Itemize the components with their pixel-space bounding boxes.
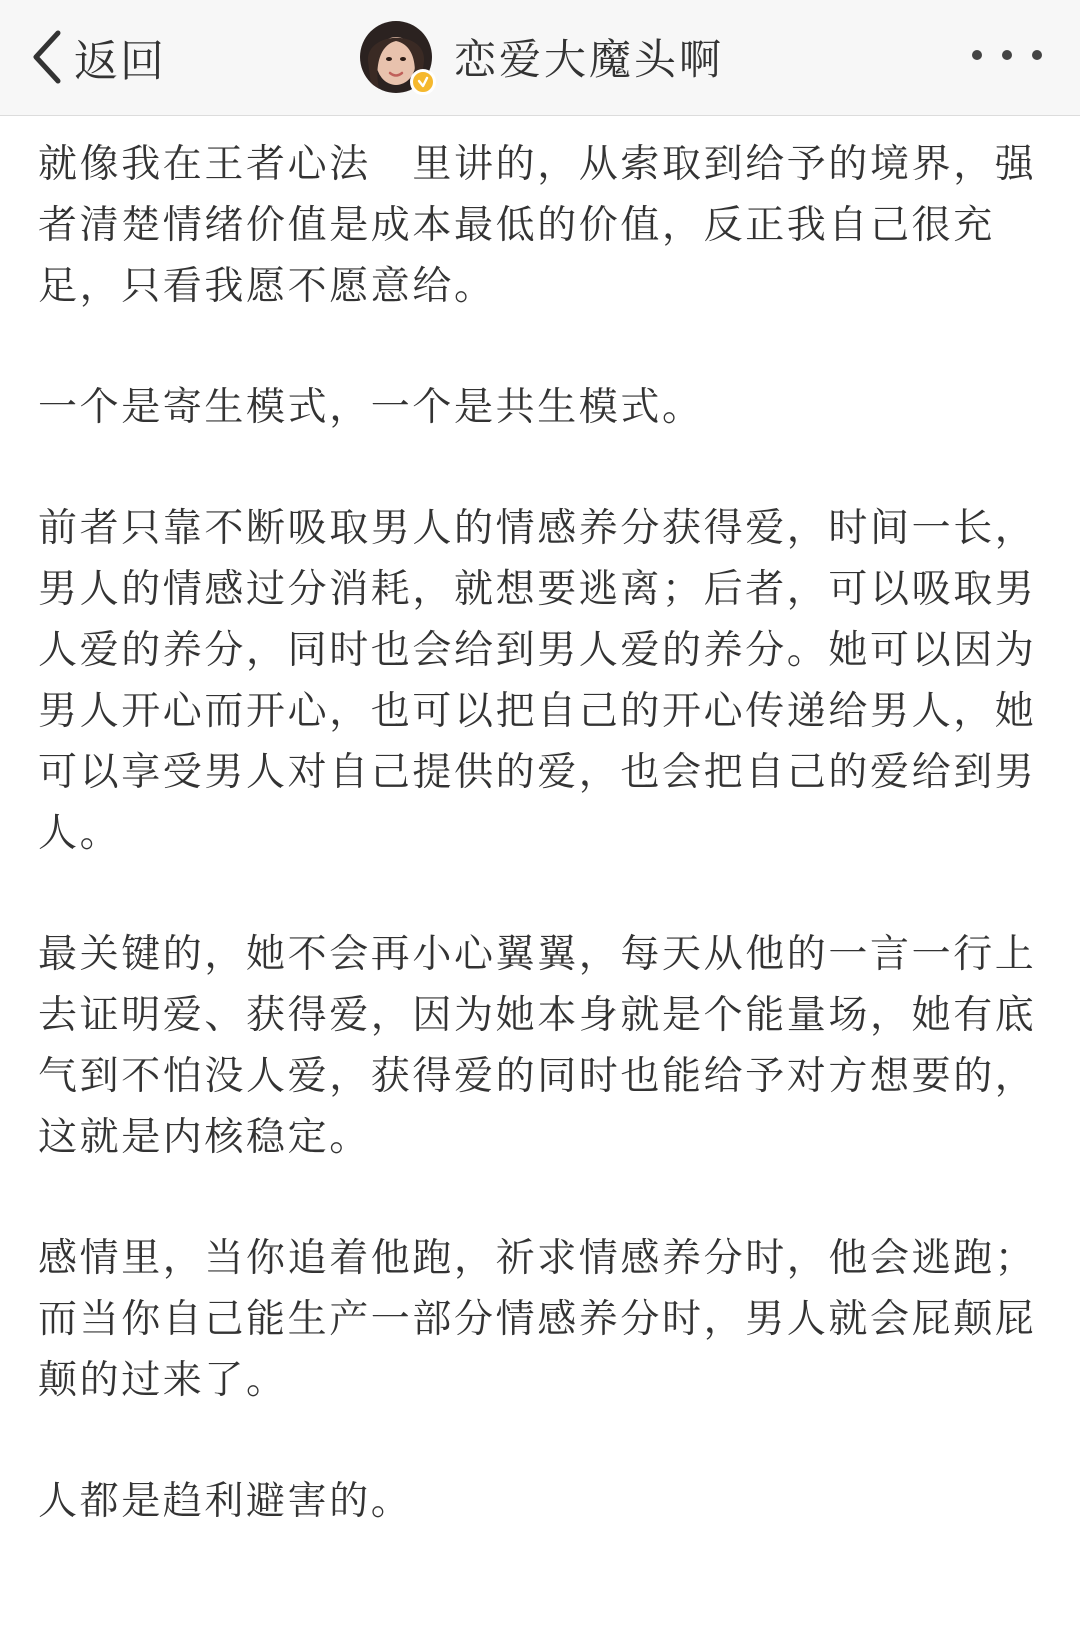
verified-badge-icon [410,69,436,95]
more-options-button[interactable] [972,40,1042,70]
profile-name[interactable]: 恋爱大魔头啊 [454,35,725,84]
post-content [38,134,1048,1592]
back-label: 返回 [74,36,166,87]
chevron-left-icon [30,27,70,87]
post-paragraph: 最关键的，她不会再小心翼翼，每天从他的一言一行上去证明爱、获得爱，因为她本身就是个能量场，她有底气到不怕没人爱，获得爱的同时也能给予对方想要的，这就是内核稳定。 [38,932,1037,1160]
more-dots-icon [972,50,982,60]
post-paragraph: 人都是趋利避害的。 [38,1479,413,1524]
back-button[interactable] [30,22,166,92]
top-navigation-bar [0,0,1080,116]
post-paragraph: 感情里，当你追着他跑，祈求情感养分时，他会逃跑；而当你自己能生产一部分情感养分时，男人就会屁颠屁颠的过来了。 [38,1236,1037,1403]
post-paragraph: 就像我在王者心法 里讲的，从索取到给予的境界，强者清楚情绪价值是成本最低的价值，反正我自己很充足，只看我愿不愿意给。 [38,142,1037,309]
post-paragraph: 前者只靠不断吸取男人的情感养分获得爱，时间一长，男人的情感过分消耗，就想要逃离；后者，可以吸取男人爱的养分，同时也会给到男人爱的养分。她可以因为男人开心而开心，也可以把自己的开心传递给男人，她可以享受男人对自己提供的爱，也会把自己的爱给到男人。 [38,506,1037,856]
more-dots-icon [1002,50,1012,60]
profile-header[interactable] [360,17,724,97]
more-dots-icon [1032,50,1042,60]
avatar[interactable] [360,21,432,93]
post-paragraph: 一个是寄生模式，一个是共生模式。 [38,385,704,430]
